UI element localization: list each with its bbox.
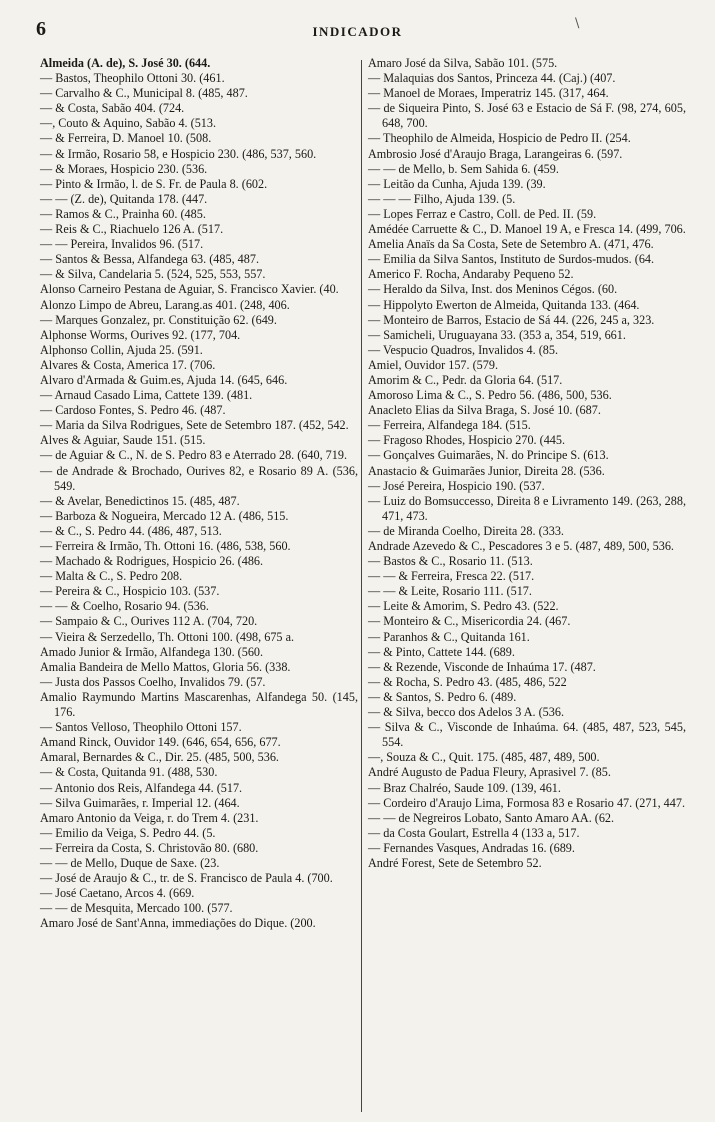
directory-entry: — Barboza & Nogueira, Mercado 12 A. (486, 515. bbox=[40, 508, 289, 523]
directory-entry: — Vieira & Serzedello, Th. Ottoni 100. (498, 675 a. bbox=[40, 629, 295, 644]
directory-entry: — Justa dos Passos Coelho, Invalidos 79. (57. bbox=[40, 674, 266, 689]
directory-entry: — Paranhos & C., Quitanda 161. bbox=[368, 629, 530, 644]
directory-entry: Alvaro d'Armada & Guim.es, Ajuda 14. (645, 646. bbox=[40, 372, 288, 387]
directory-entry: — Malta & C., S. Pedro 208. bbox=[40, 569, 183, 584]
directory-entry: — & Pinto, Cattete 144. (689. bbox=[368, 644, 515, 659]
directory-entry: — Vespucio Quadros, Invalidos 4. (85. bbox=[368, 342, 559, 357]
directory-entry: — — & Ferreira, Fresca 22. (517. bbox=[368, 569, 535, 584]
directory-entry: — Bastos, Theophilo Ottoni 30. (461. bbox=[40, 71, 225, 86]
directory-entry: Alvares & Costa, America 17. (706. bbox=[40, 357, 216, 372]
directory-entry: — Emilia da Silva Santos, Instituto de Surdos-mudos. (64. bbox=[368, 252, 655, 267]
directory-entry: Amand Rinck, Ouvidor 149. (646, 654, 656, 677. bbox=[40, 735, 281, 750]
directory-entry: — Fragoso Rhodes, Hospicio 270. (445. bbox=[368, 433, 566, 448]
directory-columns bbox=[0, 56, 715, 1116]
directory-entry: — Pereira & C., Hospicio 103. (537. bbox=[40, 584, 220, 599]
directory-entry: Amorim & C., Pedr. da Gloria 64. (517. bbox=[368, 372, 563, 387]
directory-entry: Amoroso Lima & C., S. Pedro 56. (486, 500, 536. bbox=[368, 388, 612, 403]
directory-entry: — José Caetano, Arcos 4. (669. bbox=[40, 886, 195, 901]
directory-entry: — Emilio da Veiga, S. Pedro 44. (5. bbox=[40, 825, 216, 840]
directory-entry: — Carvalho & C., Municipal 8. (485, 487. bbox=[40, 86, 248, 101]
directory-entry: — & Rezende, Visconde de Inhaúma 17. (487. bbox=[368, 659, 596, 674]
directory-entry: Amelia Anaïs da Sa Costa, Sete de Setembro A. (471, 476. bbox=[368, 237, 654, 252]
directory-entry: — Antonio dos Reis, Alfandega 44. (517. bbox=[40, 780, 243, 795]
directory-entry: Amaro José de Sant'Anna, immediações do Dique. (200. bbox=[40, 916, 316, 931]
directory-entry: — — de Mello, Duque de Saxe. (23. bbox=[40, 855, 220, 870]
directory-entry: — Santos Velloso, Theophilo Ottoni 157. bbox=[40, 720, 242, 735]
running-head-title: INDICADOR bbox=[312, 24, 403, 39]
directory-entry: — Silva & C., Visconde de Inhaúma. 64. (485, 487, 523, 545, 554. bbox=[368, 720, 686, 750]
directory-entry: Americo F. Rocha, Andaraby Pequeno 52. bbox=[368, 267, 574, 282]
directory-entry: — Santos & Bessa, Alfandega 63. (485, 487. bbox=[40, 252, 260, 267]
directory-entry: — Malaquias dos Santos, Princeza 44. (Caj.) (407. bbox=[368, 71, 616, 86]
directory-entry: — & Moraes, Hospicio 230. (536. bbox=[40, 161, 208, 176]
directory-entry: André Augusto de Padua Fleury, Aprasivel 7. (85. bbox=[368, 765, 611, 780]
directory-entry: Almeida (A. de), S. José 30. (644. bbox=[40, 56, 211, 70]
directory-entry: — Arnaud Casado Lima, Cattete 139. (481. bbox=[40, 388, 253, 403]
directory-entry: — Heraldo da Silva, Inst. dos Meninos Cégos. (60. bbox=[368, 282, 618, 297]
page-number: 6 bbox=[36, 18, 46, 40]
directory-entry: — Monteiro de Barros, Estacio de Sá 44. (226, 245 a, 323. bbox=[368, 312, 655, 327]
directory-entry: Amédée Carruette & C., D. Manoel 19 A, e Fresca 14. (499, 706. bbox=[368, 222, 686, 237]
directory-entry: — de Aguiar & C., N. de S. Pedro 83 e Aterrado 28. (640, 719. bbox=[40, 448, 348, 463]
directory-entry: — Hippolyto Ewerton de Almeida, Quitanda 133. (464. bbox=[368, 297, 640, 312]
directory-entry: — Reis & C., Riachuelo 126 A. (517. bbox=[40, 222, 224, 237]
right-column bbox=[368, 56, 686, 871]
directory-entry: — Ferreira da Costa, S. Christovão 80. (680. bbox=[40, 840, 259, 855]
directory-entry: Amalia Bandeira de Mello Mattos, Gloria 56. (338. bbox=[40, 659, 291, 674]
directory-entry: — Gonçalves Guimarães, N. do Principe S. (613. bbox=[368, 448, 609, 463]
directory-entry: Amado Junior & Irmão, Alfandega 130. (560. bbox=[40, 644, 264, 659]
directory-entry: — Pinto & Irmão, l. de S. Fr. de Paula 8. (602. bbox=[40, 176, 268, 191]
directory-entry: Ambrosio José d'Araujo Braga, Larangeiras 6. (597. bbox=[368, 146, 623, 161]
directory-entry: — & Ferreira, D. Manoel 10. (508. bbox=[40, 131, 212, 146]
directory-entry: — Manoel de Moraes, Imperatriz 145. (317, 464. bbox=[368, 86, 609, 101]
directory-entry: — — de Mello, b. Sem Sahida 6. (459. bbox=[368, 161, 559, 176]
directory-entry: — Leitão da Cunha, Ajuda 139. (39. bbox=[368, 176, 546, 191]
directory-entry: — Samicheli, Uruguayana 33. (353 a, 354, 519, 661. bbox=[368, 327, 626, 342]
directory-entry: — — & Leite, Rosario 111. (517. bbox=[368, 584, 532, 599]
directory-entry: André Forest, Sete de Setembro 52. bbox=[368, 855, 542, 870]
directory-entry: — Braz Chalréo, Saude 109. (139, 461. bbox=[368, 780, 561, 795]
directory-entry: — de Miranda Coelho, Direita 28. (333. bbox=[368, 523, 564, 538]
directory-entry: — & Silva, Candelaria 5. (524, 525, 553, 557. bbox=[40, 267, 266, 282]
directory-entry: —, Couto & Aquino, Sabão 4. (513. bbox=[40, 116, 217, 131]
directory-entry: — Cordeiro d'Araujo Lima, Formosa 83 e Rosario 47. (271, 447. bbox=[368, 795, 685, 810]
directory-entry: — & Avelar, Benedictinos 15. (485, 487. bbox=[40, 493, 240, 508]
directory-entry: Alphonse Worms, Ourives 92. (177, 704. bbox=[40, 327, 241, 342]
directory-entry: — — Pereira, Invalidos 96. (517. bbox=[40, 237, 204, 252]
directory-entry: Amaro José da Silva, Sabão 101. (575. bbox=[368, 56, 558, 70]
directory-entry: — & Silva, becco dos Adelos 3 A. (536. bbox=[368, 705, 564, 720]
directory-entry: Amalio Raymundo Martins Mascarenhas, Alfandega 50. (145, 176. bbox=[40, 689, 358, 720]
directory-entry: — Theophilo de Almeida, Hospicio de Pedro II. (254. bbox=[368, 131, 631, 146]
directory-entry: Alonzo Limpo de Abreu, Larang.as 401. (248, 406. bbox=[40, 297, 290, 312]
directory-entry: Anastacio & Guimarães Junior, Direita 28. (536. bbox=[368, 463, 605, 478]
directory-entry: — & C., S. Pedro 44. (486, 487, 513. bbox=[40, 523, 222, 538]
directory-entry: — José de Araujo & C., tr. de S. Francisco de Paula 4. (700. bbox=[40, 871, 333, 886]
directory-entry: — — — Filho, Ajuda 139. (5. bbox=[368, 191, 516, 206]
directory-entry: Alonso Carneiro Pestana de Aguiar, S. Francisco Xavier. (40. bbox=[40, 282, 339, 297]
directory-entry: Alves & Aguiar, Saude 151. (515. bbox=[40, 433, 206, 448]
margin-mark: \ bbox=[575, 16, 580, 31]
directory-entry: — Sampaio & C., Ourives 112 A. (704, 720. bbox=[40, 614, 258, 629]
directory-entry: — — & Coelho, Rosario 94. (536. bbox=[40, 599, 209, 614]
directory-entry: Amaro Antonio da Veiga, r. do Trem 4. (231. bbox=[40, 810, 259, 825]
directory-entry: — — de Negreiros Lobato, Santo Amaro AA. (62. bbox=[368, 810, 615, 825]
directory-entry: — Luiz do Bomsuccesso, Direita 8 e Livramento 149. (263, 288, 471, 473. bbox=[368, 493, 686, 523]
directory-entry: — Machado & Rodrigues, Hospicio 26. (486. bbox=[40, 554, 264, 569]
directory-entry: — Monteiro & C., Misericordia 24. (467. bbox=[368, 614, 571, 629]
directory-entry: —, Souza & C., Quit. 175. (485, 487, 489, 500. bbox=[368, 750, 600, 765]
directory-entry: — Ferreira & Irmão, Th. Ottoni 16. (486, 538, 560. bbox=[40, 539, 291, 553]
directory-entry: — — (Z. de), Quitanda 178. (447. bbox=[40, 191, 208, 206]
directory-entry: — — de Mesquita, Mercado 100. (577. bbox=[40, 901, 233, 916]
directory-entry: — Marques Gonzalez, pr. Constituição 62. (649. bbox=[40, 312, 277, 327]
directory-entry: Amiel, Ouvidor 157. (579. bbox=[368, 357, 498, 372]
directory-entry: — Silva Guimarães, r. Imperial 12. (464. bbox=[40, 795, 240, 810]
directory-entry: — José Pereira, Hospicio 190. (537. bbox=[368, 478, 545, 493]
directory-entry: Anacleto Elias da Silva Braga, S. José 10. (687. bbox=[368, 403, 601, 418]
left-column bbox=[40, 56, 358, 931]
directory-entry: — Lopes Ferraz e Castro, Coll. de Ped. II. (59. bbox=[368, 206, 597, 221]
directory-entry: — Maria da Silva Rodrigues, Sete de Setembro 187. (452, 542. bbox=[40, 418, 349, 433]
directory-entry: Alphonso Collin, Ajuda 25. (591. bbox=[40, 342, 203, 357]
directory-entry: — & Irmão, Rosario 58, e Hospicio 230. (486, 537, 560. bbox=[40, 146, 317, 161]
directory-entry: — & Santos, S. Pedro 6. (489. bbox=[368, 689, 517, 704]
directory-entry: — de Siqueira Pinto, S. José 63 e Estacio de Sá F. (98, 274, 605, 648, 700. bbox=[368, 101, 686, 131]
directory-entry: — Cardoso Fontes, S. Pedro 46. (487. bbox=[40, 403, 226, 418]
directory-entry: Andrade Azevedo & C., Pescadores 3 e 5. (487, 489, 500, 536. bbox=[368, 539, 674, 553]
directory-entry: — da Costa Goulart, Estrella 4 (133 a, 517. bbox=[368, 825, 580, 840]
directory-entry: Amaral, Bernardes & C., Dir. 25. (485, 500, 536. bbox=[40, 750, 279, 765]
directory-entry: — & Costa, Sabão 404. (724. bbox=[40, 101, 185, 116]
directory-entry: — Fernandes Vasques, Andradas 16. (689. bbox=[368, 840, 575, 855]
directory-entry: — Ramos & C., Prainha 60. (485. bbox=[40, 206, 206, 221]
directory-entry: — Leite & Amorim, S. Pedro 43. (522. bbox=[368, 599, 559, 614]
directory-entry: — Ferreira, Alfandega 184. (515. bbox=[368, 418, 531, 433]
directory-entry: — & Costa, Quitanda 91. (488, 530. bbox=[40, 765, 218, 780]
directory-entry: — Bastos & C., Rosario 11. (513. bbox=[368, 554, 533, 569]
directory-entry: — & Rocha, S. Pedro 43. (485, 486, 522 bbox=[368, 674, 567, 689]
directory-entry: — de Andrade & Brochado, Ourives 82, e Rosario 89 A. (536, 549. bbox=[40, 463, 358, 493]
